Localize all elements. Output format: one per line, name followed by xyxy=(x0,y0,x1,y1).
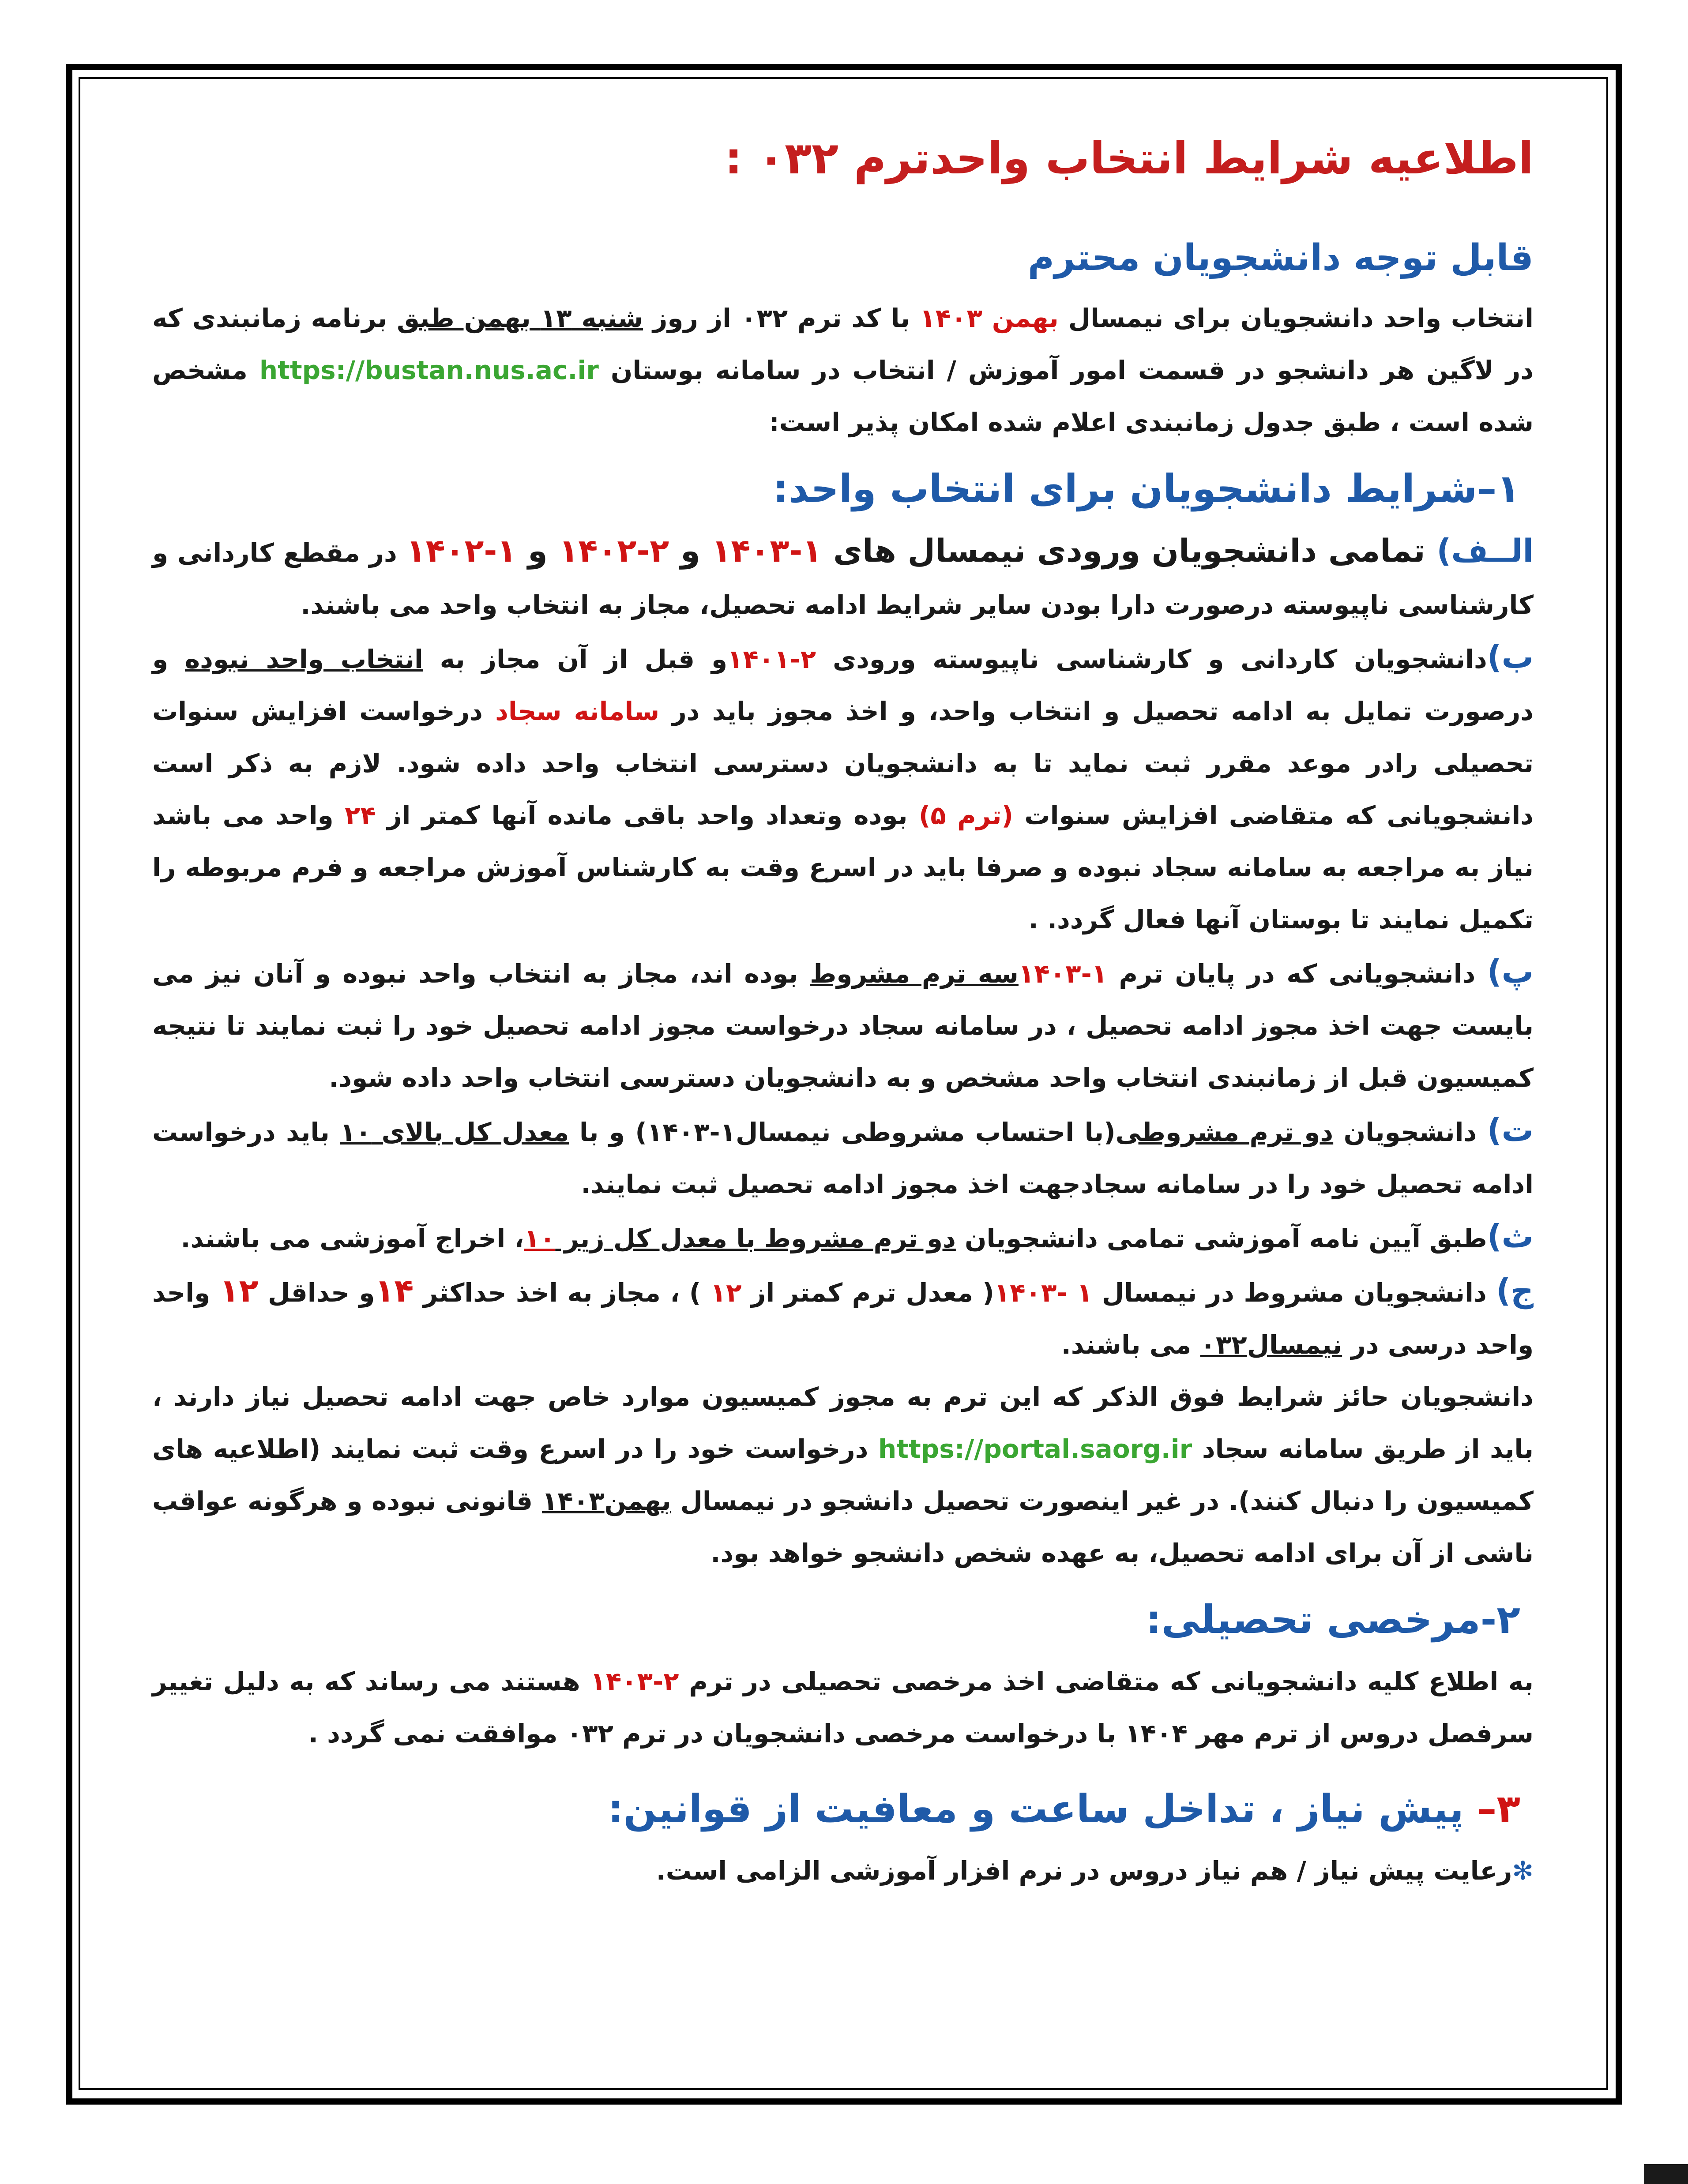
intro-paragraph xyxy=(152,292,1534,448)
leave-text: هستند می رساند که به دلیل تغییر سرفصل دروس از ترم مهر ۱۴۰۴ با درخواست مرخصی دانشجویان در ترم ۰۳۲ موافقت نمی گردد . xyxy=(152,1666,1534,1749)
term-code: ۲-۱۴۰۱ xyxy=(727,644,816,674)
rule-text: ( معدل ترم کمتر از xyxy=(741,1278,994,1308)
note-emphasis: بهمن۱۴۰۳ xyxy=(542,1486,671,1516)
rule-label: ب) xyxy=(1487,638,1534,675)
note-text: درخواست خود را در اسرع وقت ثبت نمایند (اطلاعیه های کمیسیون را دنبال کنند). در غیر اینصورت تحصیل دانشجو در نیمسال xyxy=(152,1434,1534,1516)
intro-text: برنامه زمانبندی که در لاگین هر دانشجو در قسمت امور آموزش / انتخاب در سامانه بوستان xyxy=(152,303,1534,385)
rule-text: (با احتساب مشروطی نیمسال۱-۱۴۰۳) و با xyxy=(569,1117,1116,1147)
rule-text: تمامی دانشجویان ورودی نیمسال های xyxy=(822,532,1437,569)
rule-text: ، اخراج آموزشی می باشند. xyxy=(180,1223,524,1253)
rule-label: الــف) xyxy=(1436,532,1534,569)
rule-text: درخواست افزایش سنوات تحصیلی رادر موعد مقرر ثبت نماید تا به دانشجویان دسترسی انتخاب واحد داده شود. لازم به ذکر است دانشجویانی که متقاضی افزایش سنوات xyxy=(152,696,1534,830)
note-text: دانشجویان حائز شرایط فوق الذکر که این ترم به مجوز کمیسیون موارد خاص جهت ادامه تحصیل نیاز دارند ، باید از طریق سامانه سجاد xyxy=(152,1382,1534,1464)
term-code: ۱ -۱۴۰۳ xyxy=(994,1278,1093,1308)
section1-heading xyxy=(152,466,1534,511)
max-units: ۱۴ xyxy=(375,1272,414,1309)
sajad-system: سامانه سجاد xyxy=(495,696,660,726)
commission-note xyxy=(152,1371,1534,1579)
rule-jim xyxy=(152,1265,1534,1371)
rule-emphasis: انتخاب واحد نبوده xyxy=(184,644,423,674)
section3-title: پیش نیاز ، تداخل ساعت و معافیت از قوانین: xyxy=(608,1786,1477,1831)
section2-heading xyxy=(152,1597,1534,1642)
term-code: ۱-۱۴۰۳ xyxy=(711,532,822,569)
leave-paragraph xyxy=(152,1655,1534,1760)
rule-text: و xyxy=(669,532,712,569)
rule-emphasis: نیمسال۰۳۲ xyxy=(1200,1330,1342,1360)
rule-text: و xyxy=(516,532,559,569)
section1-number: ۱– xyxy=(1477,466,1520,511)
rule-alef xyxy=(152,525,1534,631)
rule-label: ج) xyxy=(1496,1272,1534,1309)
rule-emphasis: معدل کل بالای ۱۰ xyxy=(340,1117,569,1147)
rule-pe xyxy=(152,946,1534,1104)
rule-text: دانشجویان xyxy=(1333,1117,1487,1147)
page-title: اطلاعیه شرایط انتخاب واحدترم ۰۳۲ : xyxy=(725,132,1534,184)
rule-text: و حداقل xyxy=(258,1278,375,1308)
rule-emphasis: دو ترم مشروط با معدل کل زیر xyxy=(555,1223,956,1253)
rule-se xyxy=(152,1210,1534,1265)
corner-badge xyxy=(1644,2164,1688,2184)
asterisk-icon: ✻ xyxy=(1512,1856,1534,1886)
prereq-paragraph xyxy=(152,1845,1534,1897)
leave-text: به اطلاع کلیه دانشجویانی که متقاضی اخذ مرخصی تحصیلی در ترم xyxy=(679,1666,1534,1696)
rule-text: واحد واحد درسی در xyxy=(152,1278,1534,1360)
rule-text: دانشجویان مشروط در نیمسال xyxy=(1092,1278,1496,1308)
announcement-body xyxy=(152,132,1534,1897)
rule-text: در مقطع کاردانی و کارشناسی ناپیوسته درصورت دارا بودن سایر شرایط ادامه تحصیل، مجاز به انتخاب واحد می باشند. xyxy=(152,538,1534,620)
intro-text: انتخاب واحد دانشجویان برای نیمسال xyxy=(1058,303,1534,333)
unit-count: ۲۴ xyxy=(345,800,376,830)
rule-text: و قبل از آن مجاز به xyxy=(423,644,728,674)
rule-emphasis: سه ترم مشروط xyxy=(810,959,1019,989)
term-code: ۲-۱۴۰۲ xyxy=(559,532,669,569)
section3-number: ۳– xyxy=(1477,1786,1520,1831)
rule-label: پ) xyxy=(1487,953,1534,990)
rule-text: دانشجویان کاردانی و کارشناسی ناپیوسته ورودی xyxy=(816,644,1487,674)
rule-text: بوده وتعداد واحد باقی مانده آنها کمتر از xyxy=(376,800,919,830)
rule-label: ث) xyxy=(1487,1218,1534,1255)
rule-text: و درصورت تمایل به ادامه تحصیل و انتخاب واحد، و اخذ مجوز باید در xyxy=(152,644,1534,726)
section2-title: مرخصی تحصیلی: xyxy=(1146,1597,1481,1642)
rule-text: باید درخواست ادامه تحصیل خود را در سامانه سجادجهت اخذ مجوز ادامه تحصیل ثبت نمایند. xyxy=(152,1117,1534,1199)
rule-text: واحد می باشد نیاز به مراجعه به سامانه سجاد نبوده و صرفا باید در اسرع وقت به کارشناس آموزش مراجعه و فرم مربوطه را تکمیل نمایند تا بوستان آنها فعال گردد. . xyxy=(152,800,1534,934)
section3-heading xyxy=(152,1786,1534,1831)
rule-te xyxy=(152,1104,1534,1210)
gpa-threshold: ۱۲ xyxy=(710,1278,742,1308)
intro-text: مشخص شده است ، طبق جدول زمانبندی اعلام شده امکان پذیر است: xyxy=(152,355,1534,437)
term-5: (ترم ۵) xyxy=(918,800,1014,830)
rule-text: طبق آیین نامه آموزشی تمامی دانشجویان xyxy=(955,1223,1487,1253)
section2-number: ۲- xyxy=(1480,1597,1520,1642)
rule-emphasis: دو ترم مشروطی xyxy=(1115,1117,1334,1147)
prereq-text: رعایت پیش نیاز / هم نیاز دروس در نرم افزار آموزشی الزامی است. xyxy=(656,1856,1512,1886)
section1-title: شرایط دانشجویان برای انتخاب واحد: xyxy=(773,466,1477,511)
term-code: ۱-۱۴۰۳ xyxy=(1018,959,1108,989)
term-code: ۱-۱۴۰۲ xyxy=(406,532,517,569)
note-text: قانونی نبوده و هرگونه عواقب ناشی از آن برای ادامه تحصیل، به عهده شخص دانشجو خواهد بود. xyxy=(152,1486,1534,1568)
min-units: ۱۲ xyxy=(219,1272,259,1309)
term-code: ۲-۱۴۰۳ xyxy=(590,1666,679,1696)
intro-term: بهمن ۱۴۰۳ xyxy=(920,303,1059,333)
rule-text: دانشجویانی که در پایان ترم xyxy=(1107,959,1487,989)
rule-text: ) ، مجاز به اخذ حداکثر xyxy=(414,1278,711,1308)
gpa-threshold: ۱۰ xyxy=(524,1223,556,1253)
bustan-link[interactable]: https://bustan.nus.ac.ir xyxy=(259,355,599,385)
rule-label: ت) xyxy=(1487,1111,1534,1148)
rule-text: می باشند. xyxy=(1061,1330,1200,1360)
intro-start-date: شنبه ۱۳ بهمن طبق xyxy=(397,303,643,333)
greeting-heading: قابل توجه دانشجویان محترم xyxy=(1027,237,1534,279)
rule-text: بوده اند، مجاز به انتخاب واحد نبوده و آنان نیز می بایست جهت اخذ مجوز ادامه تحصیل ، در سامانه سجاد درخواست مجوز ادامه تحصیل خود را ثبت نمایند تا نتیجه کمیسیون قبل از زمانبندی انتخاب واحد مشخص و به دانشجویان دسترسی انتخاب واحد داده شود. xyxy=(152,959,1534,1093)
sajad-portal-link[interactable]: https://portal.saorg.ir xyxy=(878,1434,1192,1464)
intro-text: با کد ترم ۰۳۲ از روز xyxy=(643,303,920,333)
rule-be xyxy=(152,631,1534,946)
